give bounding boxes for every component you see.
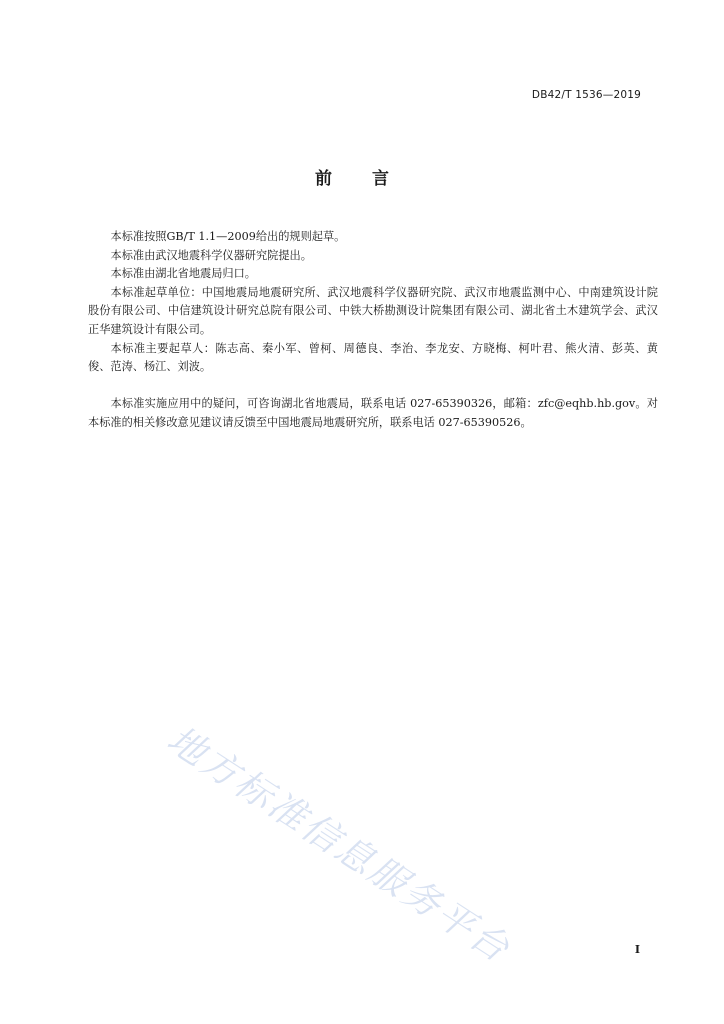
paragraph-drafting-units: 本标准起草单位：中国地震局地震研究所、武汉地震科学仪器研究院、武汉市地震监测中心、中南建筑设计院股份有限公司、中信建筑设计研究总院有限公司、中铁大桥勘测设计院集团有限公司、湖北省土木建筑学会、武汉正华建筑设计有限公司。 [88,285,658,336]
paragraph-proposer: 本标准由武汉地震科学仪器研究院提出。 [110,248,312,262]
paragraph-main-drafters: 本标准主要起草人：陈志高、秦小军、曾柯、周德良、李治、李龙安、方晓梅、柯叶君、熊火清、彭英、黄俊、范涛、杨江、刘波。 [88,341,658,374]
paragraph-administrator: 本标准由湖北省地震局归口。 [110,267,256,281]
page-number: I [634,943,640,956]
paragraph-drafting-rules: 本标准按照GB/T 1.1—2009给出的规则起草。 [110,230,346,243]
section-title: 前言 [315,169,429,189]
paragraph-spacer [88,377,658,396]
paragraph-contact-info: 本标准实施应用中的疑问，可咨询湖北省地震局，联系电话 027-65390326，邮箱：zfc@eqhb.hb.gov。对本标准的相关修改意见建议请反馈至中国地震局地震研究所，联系电话 027-65390526。 [88,397,658,429]
foreword-body [88,228,658,433]
document-code: DB42/T 1536—2019 [531,89,641,101]
platform-watermark: 地方标准信息服务平台 [159,717,519,972]
